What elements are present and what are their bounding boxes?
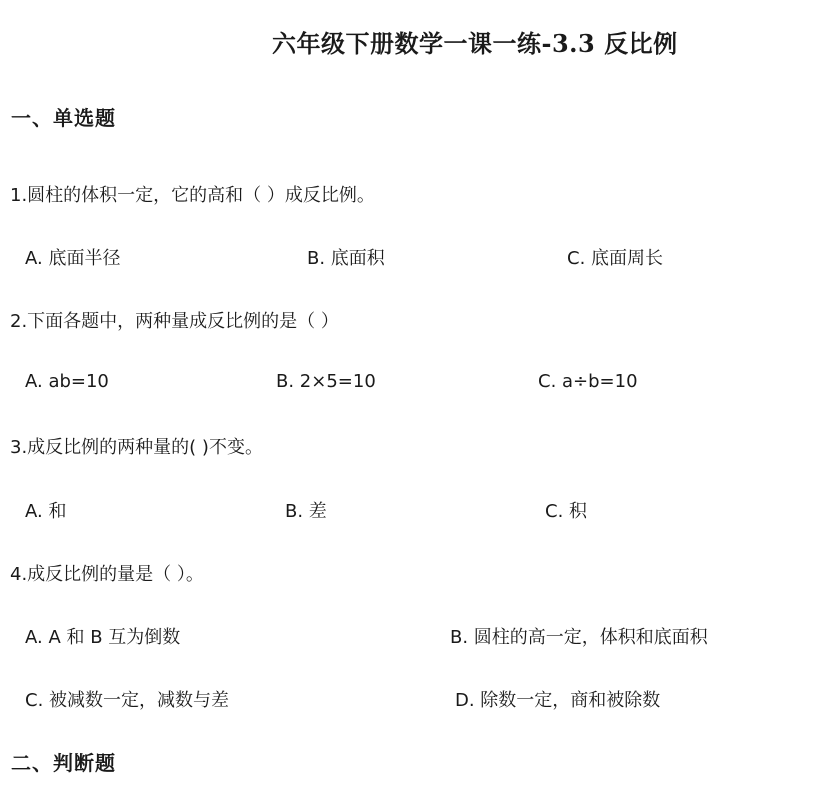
question-3-option-c: C. 积	[545, 501, 588, 522]
question-2-option-a: A. ab=10	[25, 371, 109, 392]
question-4-stem: 4.成反比例的量是（ ）。	[10, 564, 204, 585]
section-heading-true-false: 二、判断题	[11, 751, 116, 775]
question-3-stem: 3.成反比例的两种量的( )不变。	[10, 437, 263, 458]
question-2-stem: 2.下面各题中，两种量成反比例的是（ ）	[10, 311, 339, 332]
question-4-option-b: B. 圆柱的高一定，体积和底面积	[450, 627, 708, 648]
question-1-option-b: B. 底面积	[307, 248, 385, 269]
question-3-option-b: B. 差	[285, 501, 327, 522]
document-title: 六年级下册数学一课一练-3.3 反比例	[272, 29, 678, 58]
section-heading-single-choice: 一、单选题	[11, 106, 116, 130]
question-1-option-c: C. 底面周长	[567, 248, 664, 269]
question-4-option-d: D. 除数一定，商和被除数	[455, 690, 661, 711]
question-3-option-a: A. 和	[25, 501, 67, 522]
question-2-option-b: B. 2×5=10	[276, 371, 376, 392]
question-4-option-c: C. 被减数一定，减数与差	[25, 690, 230, 711]
question-4-option-a: A. A 和 B 互为倒数	[25, 627, 181, 648]
question-2-option-c: C. a÷b=10	[538, 371, 638, 392]
question-1-stem: 1.圆柱的体积一定，它的高和（ ）成反比例。	[10, 185, 375, 206]
question-1-option-a: A. 底面半径	[25, 248, 121, 269]
